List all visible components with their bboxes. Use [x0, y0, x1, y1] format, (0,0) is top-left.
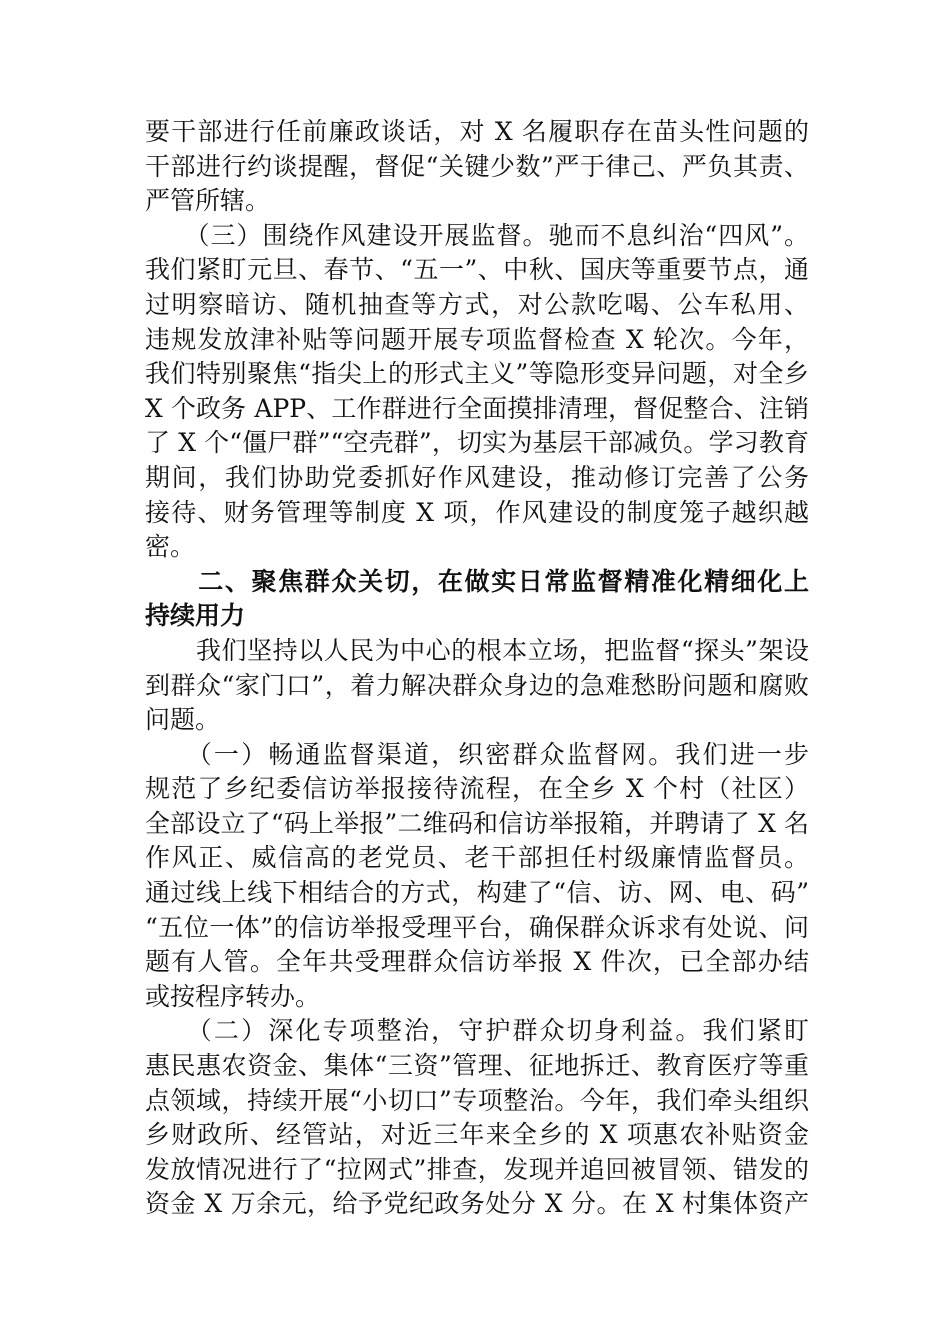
- text-line: 密。: [145, 532, 196, 562]
- text-line: 题有人管。全年共受理群众信访举报 X 件次，已全部办结: [145, 947, 809, 977]
- text-line: 我们坚持以人民为中心的根本立场，把监督“探头”架设: [145, 635, 809, 665]
- section-heading: 持续用力: [145, 601, 246, 631]
- text-line: （一）畅通监督渠道，织密群众监督网。我们进一步: [145, 739, 809, 769]
- text-line: 惠民惠农资金、集体“三资”管理、征地拆迁、教育医疗等重: [145, 1051, 809, 1081]
- text-line: 资金 X 万余元，给予党纪政务处分 X 分。在 X 村集体资产: [145, 1189, 809, 1219]
- text-line: 作风正、威信高的老党员、老干部担任村级廉情监督员。: [145, 843, 809, 873]
- text-line: 问题。: [145, 705, 221, 735]
- text-line: 通过线上线下相结合的方式，构建了“信、访、网、电、码”: [145, 878, 809, 908]
- text-line: 到群众“家门口”，着力解决群众身边的急难愁盼问题和腐败: [145, 670, 809, 700]
- text-line: 全部设立了“码上举报”二维码和信访举报箱，并聘请了 X 名: [145, 808, 809, 838]
- text-line: 期间，我们协助党委抓好作风建设，推动修订完善了公务: [145, 462, 809, 492]
- document-body: [145, 115, 809, 1222]
- text-line: 干部进行约谈提醒，督促“关键少数”严于律己、严负其责、: [145, 151, 809, 181]
- section-heading: 二、聚焦群众关切，在做实日常监督精准化精细化上: [145, 566, 809, 596]
- text-line: 乡财政所、经管站，对近三年来全乡的 X 项惠农补贴资金: [145, 1120, 809, 1150]
- text-line: （三）围绕作风建设开展监督。驰而不息纠治“四风”。: [145, 220, 809, 250]
- text-line: 点领域，持续开展“小切口”专项整治。今年，我们牵头组织: [145, 1085, 809, 1115]
- text-line: “五位一体”的信访举报受理平台，确保群众诉求有处说、问: [145, 912, 809, 942]
- text-line: 发放情况进行了“拉网式”排查，发现并追回被冒领、错发的: [145, 1154, 809, 1184]
- text-line: X 个政务 APP、工作群进行全面摸排清理，督促整合、注销: [145, 393, 809, 423]
- text-line: 或按程序转办。: [145, 981, 321, 1011]
- text-line: 过明察暗访、随机抽查等方式，对公款吃喝、公车私用、: [145, 289, 809, 319]
- text-line: 规范了乡纪委信访举报接待流程，在全乡 X 个村（社区）: [145, 774, 809, 804]
- text-line: 我们紧盯元旦、春节、“五一”、中秋、国庆等重要节点，通: [145, 255, 809, 285]
- text-line: （二）深化专项整治，守护群众切身利益。我们紧盯: [145, 1016, 809, 1046]
- text-line: 严管所辖。: [145, 186, 271, 216]
- text-line: 了 X 个“僵尸群”“空壳群”，切实为基层干部减负。学习教育: [145, 428, 809, 458]
- text-line: 我们特别聚焦“指尖上的形式主义”等隐形变异问题，对全乡: [145, 359, 809, 389]
- text-line: 违规发放津补贴等问题开展专项监督检查 X 轮次。今年，: [145, 324, 809, 354]
- text-line: 接待、财务管理等制度 X 项，作风建设的制度笼子越织越: [145, 497, 809, 527]
- text-line: 要干部进行任前廉政谈话，对 X 名履职存在苗头性问题的: [145, 117, 809, 146]
